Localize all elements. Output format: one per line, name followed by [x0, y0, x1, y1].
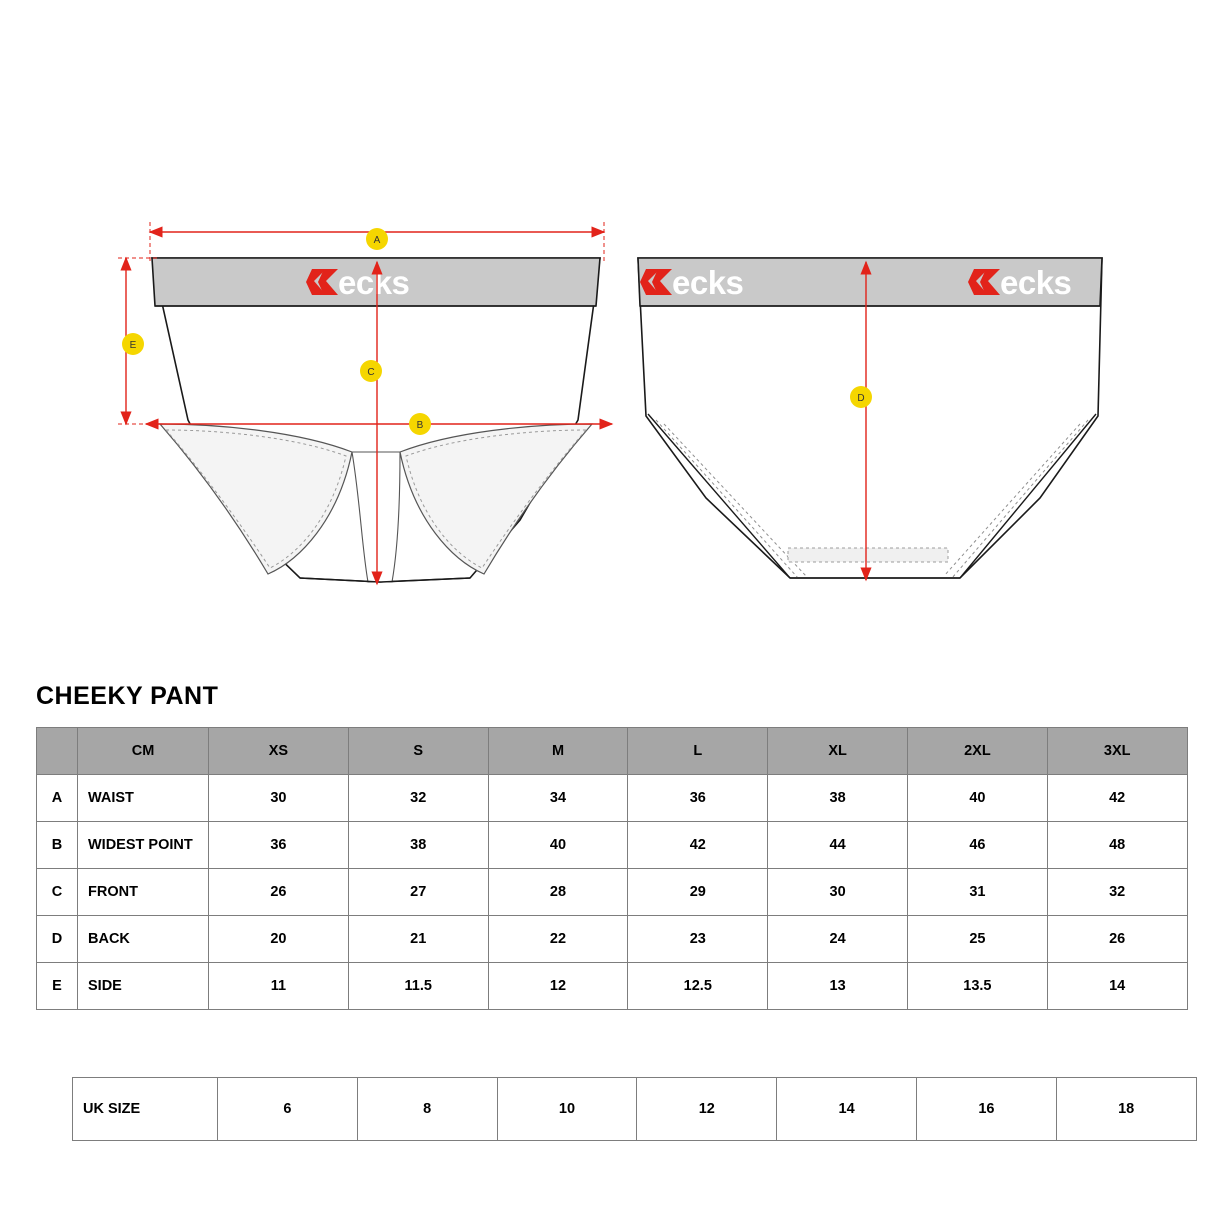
cell-value: 24: [768, 916, 908, 963]
row-letter: A: [37, 775, 78, 822]
cell-value: 13.5: [907, 963, 1047, 1010]
cell-value: 44: [768, 822, 908, 869]
table-row: [37, 775, 1188, 822]
row-label: WIDEST POINT: [78, 822, 209, 869]
header-size-xs: XS: [209, 728, 349, 775]
cell-value: 31: [907, 869, 1047, 916]
cell-value: 26: [1047, 916, 1187, 963]
uk-size-row: [73, 1078, 1197, 1141]
cell-value: 23: [628, 916, 768, 963]
row-letter: B: [37, 822, 78, 869]
size-chart-table: [36, 727, 1188, 1010]
cell-value: 46: [907, 822, 1047, 869]
uk-size-value: 18: [1056, 1078, 1196, 1141]
table-row: [37, 822, 1188, 869]
cell-value: 12.5: [628, 963, 768, 1010]
svg-text:ecks: ecks: [338, 264, 410, 301]
cell-value: 25: [907, 916, 1047, 963]
cell-value: 13: [768, 963, 908, 1010]
svg-text:A: A: [373, 235, 381, 246]
cell-value: 32: [348, 775, 488, 822]
svg-text:B: B: [416, 420, 424, 431]
marker-D: [850, 386, 872, 408]
uk-size-value: 6: [218, 1078, 358, 1141]
svg-text:ecks: ecks: [1000, 264, 1072, 301]
svg-text:E: E: [129, 340, 137, 351]
cell-value: 42: [1047, 775, 1187, 822]
cell-value: 21: [348, 916, 488, 963]
table-row: [37, 869, 1188, 916]
header-blank-letter: [37, 728, 78, 775]
cell-value: 38: [348, 822, 488, 869]
uk-size-value: 14: [777, 1078, 917, 1141]
cell-value: 32: [1047, 869, 1187, 916]
row-label: WAIST: [78, 775, 209, 822]
marker-C: [360, 360, 382, 382]
table-row: [37, 916, 1188, 963]
header-size-m: M: [488, 728, 628, 775]
cell-value: 22: [488, 916, 628, 963]
uk-size-label: UK SIZE: [73, 1078, 218, 1141]
svg-text:D: D: [857, 393, 865, 404]
svg-text:C: C: [367, 367, 375, 378]
cell-value: 36: [209, 822, 349, 869]
marker-A: [366, 228, 388, 250]
uk-size-value: 8: [357, 1078, 497, 1141]
cell-value: 34: [488, 775, 628, 822]
uk-size-table: [72, 1077, 1197, 1141]
cell-value: 11: [209, 963, 349, 1010]
header-size-xl: XL: [768, 728, 908, 775]
header-unit: CM: [78, 728, 209, 775]
cell-value: 40: [907, 775, 1047, 822]
row-label: BACK: [78, 916, 209, 963]
cell-value: 30: [768, 869, 908, 916]
uk-size-value: 10: [497, 1078, 637, 1141]
cell-value: 48: [1047, 822, 1187, 869]
cell-value: 29: [628, 869, 768, 916]
row-label: FRONT: [78, 869, 209, 916]
header-size-l: L: [628, 728, 768, 775]
row-letter: D: [37, 916, 78, 963]
cell-value: 36: [628, 775, 768, 822]
cell-value: 28: [488, 869, 628, 916]
page-title: CHEEKY PANT: [36, 682, 219, 710]
back-view-garment: [638, 258, 1102, 578]
cell-value: 20: [209, 916, 349, 963]
cell-value: 42: [628, 822, 768, 869]
table-header-row: [37, 728, 1188, 775]
header-size-s: S: [348, 728, 488, 775]
header-size-3xl: 3XL: [1047, 728, 1187, 775]
cell-value: 11.5: [348, 963, 488, 1010]
cell-value: 12: [488, 963, 628, 1010]
cell-value: 38: [768, 775, 908, 822]
uk-size-value: 12: [637, 1078, 777, 1141]
row-label: SIDE: [78, 963, 209, 1010]
table-row: [37, 963, 1188, 1010]
row-letter: E: [37, 963, 78, 1010]
cell-value: 27: [348, 869, 488, 916]
front-view-garment: [152, 258, 600, 582]
marker-E: [122, 333, 144, 355]
uk-size-value: 16: [916, 1078, 1056, 1141]
cell-value: 14: [1047, 963, 1187, 1010]
cell-value: 30: [209, 775, 349, 822]
marker-B: [409, 413, 431, 435]
cell-value: 26: [209, 869, 349, 916]
cell-value: 40: [488, 822, 628, 869]
row-letter: C: [37, 869, 78, 916]
svg-text:ecks: ecks: [672, 264, 744, 301]
header-size-2xl: 2XL: [907, 728, 1047, 775]
